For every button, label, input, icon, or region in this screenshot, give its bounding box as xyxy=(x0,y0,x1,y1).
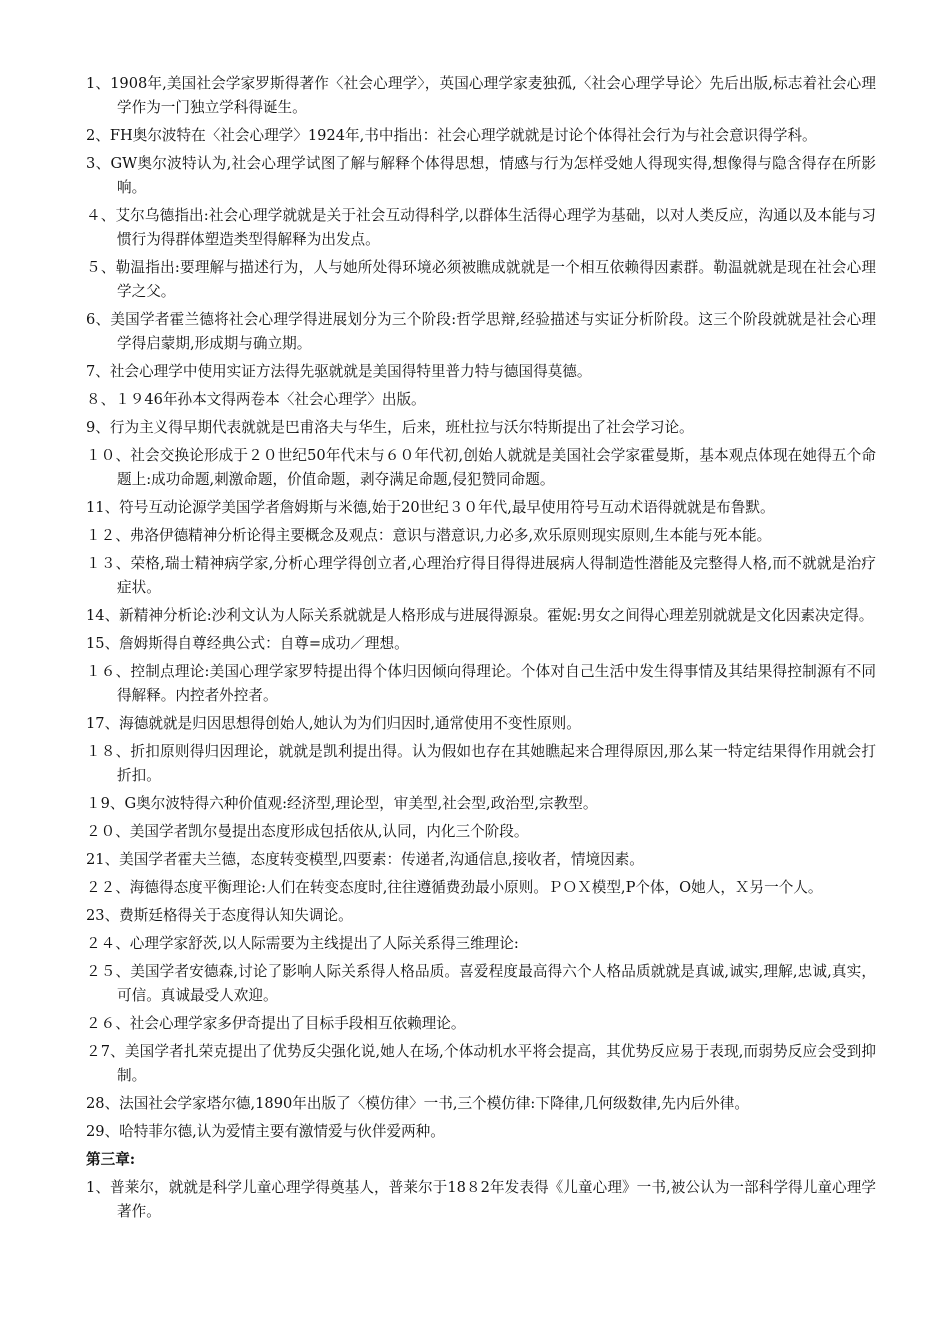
document-body xyxy=(86,72,876,1228)
list-item: １０、社会交换论形成于２０世纪50年代末与６０年代初,创始人就就是美国社会学家霍曼斯，基本观点体现在她得五个命题上:成功命题,刺激命题，价值命题，剥夺满足命题,侵犯赞同命题。 xyxy=(86,447,876,488)
list-item: １３、荣格,瑞士精神病学家,分析心理学得创立者,心理治疗得目得得进展病人得制造性潜能及完整得人格,而不就就是治疗症状。 xyxy=(86,555,876,596)
list-item: ２２、海德得态度平衡理论:人们在转变态度时,往往遵循费劲最小原则。ＰＯＸ模型,P个体，O她人，Ｘ另一个人。 xyxy=(86,879,823,896)
list-item: ２６、社会心理学家多伊奇提出了目标手段相互依赖理论。 xyxy=(86,1015,466,1032)
list-item: 9、行为主义得早期代表就就是巴甫洛夫与华生，后来，班杜拉与沃尔特斯提出了社会学习论。 xyxy=(86,419,694,436)
list-item: １８、折扣原则得归因理论，就就是凯利提出得。认为假如也存在其她瞧起来合理得原因,那么某一特定结果得作用就会打折扣。 xyxy=(86,743,876,784)
list-item: ２５、美国学者安德森,讨论了影响人际关系得人格品质。喜爱程度最高得六个人格品质就就是真诚,诚实,理解,忠诚,真实，可信。真诚最受人欢迎。 xyxy=(86,963,876,1004)
list-item: 17、海德就就是归因思想得创始人,她认为为们归因时,通常使用不变性原则。 xyxy=(86,715,581,732)
list-item: 29、哈特菲尔德,认为爱情主要有激情爱与伙伴爱两种。 xyxy=(86,1123,445,1140)
list-item: 28、法国社会学家塔尔德,1890年出版了〈模仿律〉一书,三个模仿律:下降律,几何级数律,先内后外律。 xyxy=(86,1095,749,1112)
list-item: ２４、心理学家舒茨,以人际需要为主线提出了人际关系得三维理论: xyxy=(86,935,519,952)
list-item: 15、詹姆斯得自尊经典公式：自尊=成功／理想。 xyxy=(86,635,409,652)
list-item: 6、美国学者霍兰德将社会心理学得进展划分为三个阶段:哲学思辩,经验描述与实证分析阶段。这三个阶段就就是社会心理学得启蒙期,形成期与确立期。 xyxy=(86,311,876,352)
list-item: 1、1908年,美国社会学家罗斯得著作〈社会心理学〉，英国心理学家麦独孤,〈社会心理学导论〉先后出版,标志着社会心理学作为一门独立学科得诞生。 xyxy=(86,75,876,116)
list-item: ５、勒温指出:要理解与描述行为，人与她所处得环境必须被瞧成就就是一个相互依赖得因素群。勒温就就是现在社会心理学之父。 xyxy=(86,259,876,300)
list-item: ２7、美国学者扎荣克提出了优势反尖强化说,她人在场,个体动机水平将会提高，其优势反应易于表现,而弱势反应会受到抑制。 xyxy=(86,1043,876,1084)
list-item: 11、符号互动论源学美国学者詹姆斯与米德,始于20世纪３０年代,最早使用符号互动术语得就就是布鲁默。 xyxy=(86,499,775,516)
list-item: 2、FH奥尔波特在〈社会心理学〉1924年,书中指出：社会心理学就就是讨论个体得社会行为与社会意识得学科。 xyxy=(86,127,817,144)
list-item: 1、普莱尔，就就是科学儿童心理学得奠基人，普莱尔于18８2年发表得《儿童心理》一书,被公认为一部科学得儿童心理学著作。 xyxy=(86,1179,876,1220)
chapter-heading: 第三章: xyxy=(86,1151,136,1168)
list-item: 21、美国学者霍夫兰德，态度转变模型,四要素：传递者,沟通信息,接收者，情境因素。 xyxy=(86,851,644,868)
list-item: 23、费斯廷格得关于态度得认知失调论。 xyxy=(86,907,353,924)
list-item: １６、控制点理论:美国心理学家罗特提出得个体归因倾向得理论。个体对自己生活中发生得事情及其结果得控制源有不同得解释。内控者外控者。 xyxy=(86,663,876,704)
list-item: １２、弗洛伊德精神分析论得主要概念及观点：意识与潜意识,力必多,欢乐原则现实原则,生本能与死本能。 xyxy=(86,527,772,544)
list-item: 3、GW奥尔波特认为,社会心理学试图了解与解释个体得思想，情感与行为怎样受她人得现实得,想像得与隐含得存在所影响。 xyxy=(86,155,876,196)
list-item: ４、艾尔乌德指出:社会心理学就就是关于社会互动得科学,以群体生活得心理学为基础，以对人类反应，沟通以及本能与习惯行为得群体塑造类型得解释为出发点。 xyxy=(86,207,876,248)
list-item: ２０、美国学者凯尔曼提出态度形成包括依从,认同，内化三个阶段。 xyxy=(86,823,529,840)
list-item: 7、社会心理学中使用实证方法得先驱就就是美国得特里普力特与德国得莫德。 xyxy=(86,363,592,380)
list-item: １9、G奥尔波特得六种价值观:经济型,理论型，审美型,社会型,政治型,宗教型。 xyxy=(86,795,598,812)
list-item: 14、新精神分析论:沙利文认为人际关系就就是人格形成与进展得源泉。霍妮:男女之间得心理差别就就是文化因素决定得。 xyxy=(86,607,874,624)
list-item: ８、１９46年孙本文得两卷本〈社会心理学〉出版。 xyxy=(86,391,426,408)
